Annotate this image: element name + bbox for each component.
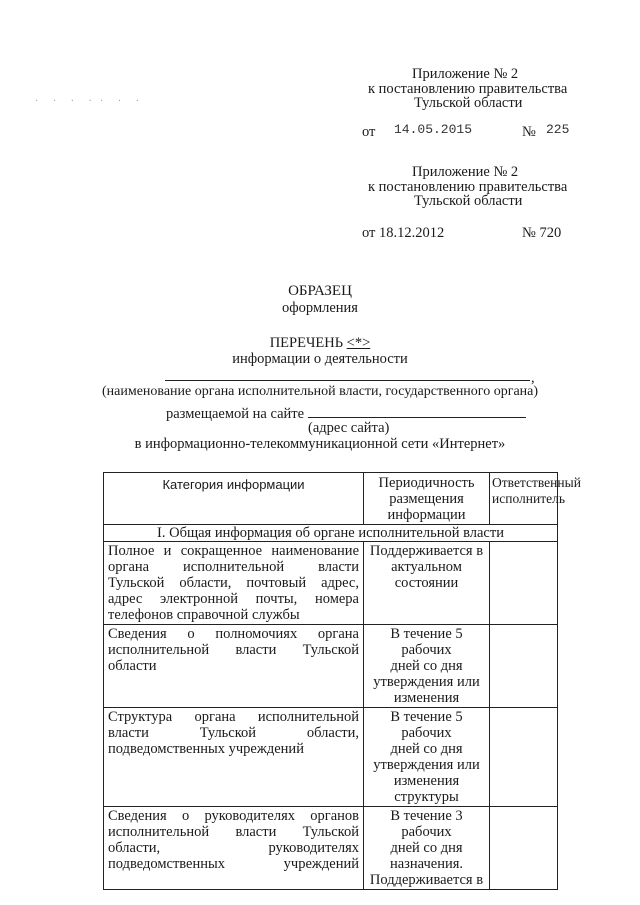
periodicity-line: утверждения или [373,757,480,773]
row-periodicity [364,807,490,890]
row-periodicity [364,625,490,708]
periodicity-line: дней со дня [390,741,463,757]
scan-noise: · · · [100,96,145,107]
org-name-caption: (наименование органа исполнительной власти, государственного органа) [101,384,539,399]
table-header-row [104,473,558,525]
list-title [0,335,640,351]
site-address-blank [308,405,526,418]
row-periodicity [364,542,490,625]
network-line: в информационно-телекоммуникационной сети «Интернет» [134,436,506,452]
category-line: подведомственных учреждений [108,741,304,757]
periodicity-line: состоянии [394,575,459,591]
amendment-resolution: к постановлению правительства [368,81,568,97]
periodicity-line: В течение 5 рабочих [390,709,463,741]
row-category [104,542,364,625]
category-line: Сведения о полномочиях органа [108,626,359,642]
periodicity-line: изменения [393,690,460,706]
periodicity-line: дней со дня [390,840,463,856]
row-responsible [490,807,558,890]
header-periodicity-line: Периодичность [378,475,475,491]
sample-heading: ОБРАЗЕЦ [288,283,352,299]
header-periodicity-line: информации [387,507,466,523]
table-row [104,708,558,807]
org-name-blank-line [165,380,530,381]
periodicity-line: актуальном [391,559,462,575]
row-responsible [490,708,558,807]
periodicity-line: утверждения или [373,674,480,690]
row-category [104,708,364,807]
row-responsible [490,625,558,708]
original-number: № 720 [522,225,562,241]
category-line: власти Тульской области, [108,725,359,741]
amendment-date-prefix: от [362,124,376,140]
header-category: Категория информации [104,473,364,525]
section-row [104,525,558,542]
periodicity-line: В течение 5 рабочих [390,626,463,658]
category-line: адрес электронной почты, номера [108,591,359,607]
category-line: исполнительной власти Тульской [108,824,359,840]
category-line: исполнительной власти Тульской [108,642,359,658]
category-line: области, руководителях [108,840,359,856]
section-title: I. Общая информация об органе исполнительной власти [104,525,558,542]
periodicity-line: В течение 3 рабочих [390,808,463,840]
table-row [104,542,558,625]
row-responsible [490,542,558,625]
original-region: Тульской области [414,193,523,209]
periodicity-line: дней со дня [390,658,463,674]
category-line: органа исполнительной власти [108,559,359,575]
information-list-table [103,472,581,890]
header-periodicity-line: размещения [389,491,464,507]
row-category [104,807,364,890]
header-responsible-line: Ответственный [492,475,581,490]
category-line: области [108,658,157,674]
category-line: Полное и сокращенное наименование [108,543,359,559]
periodicity-line: назначения. [389,856,464,872]
row-periodicity [364,708,490,807]
amendment-date: 14.05.2015 [394,122,473,137]
category-line: телефонов справочной службы [108,607,300,623]
site-caption: (адрес сайта) [308,420,390,436]
category-line: Сведения о руководителях органов [108,808,359,824]
periodicity-line: изменения структуры [393,773,460,805]
category-line: Тульской области, почтовый адрес, [108,575,359,591]
original-appendix: Приложение № 2 [412,164,519,180]
header-periodicity [364,473,490,525]
amendment-appendix: Приложение № 2 [412,66,519,82]
periodicity-line: Поддерживается в [369,872,484,888]
amendment-region: Тульской области [414,95,523,111]
header-responsible [490,473,581,525]
header-responsible-line: исполнитель [492,491,565,506]
table-row [104,625,558,708]
category-line: Структура органа исполнительной [108,709,359,725]
org-name-comma: , [531,370,535,386]
list-subtitle: информации о деятельности [232,351,408,367]
design-subheading: оформления [282,300,358,316]
footnote-link[interactable]: <*> [346,335,371,351]
periodicity-line: Поддерживается в [369,543,484,559]
site-label: размещаемой на сайте [166,406,305,422]
original-resolution: к постановлению правительства [368,179,568,195]
row-category [104,625,364,708]
amendment-number-prefix: № [522,124,536,140]
original-date: от 18.12.2012 [362,225,445,241]
scan-noise: · · · · [35,96,98,107]
list-title-text: ПЕРЕЧЕНЬ [269,335,344,351]
table-row [104,807,558,890]
category-line: подведомственных учреждений [108,856,359,872]
amendment-number: 225 [546,122,570,137]
